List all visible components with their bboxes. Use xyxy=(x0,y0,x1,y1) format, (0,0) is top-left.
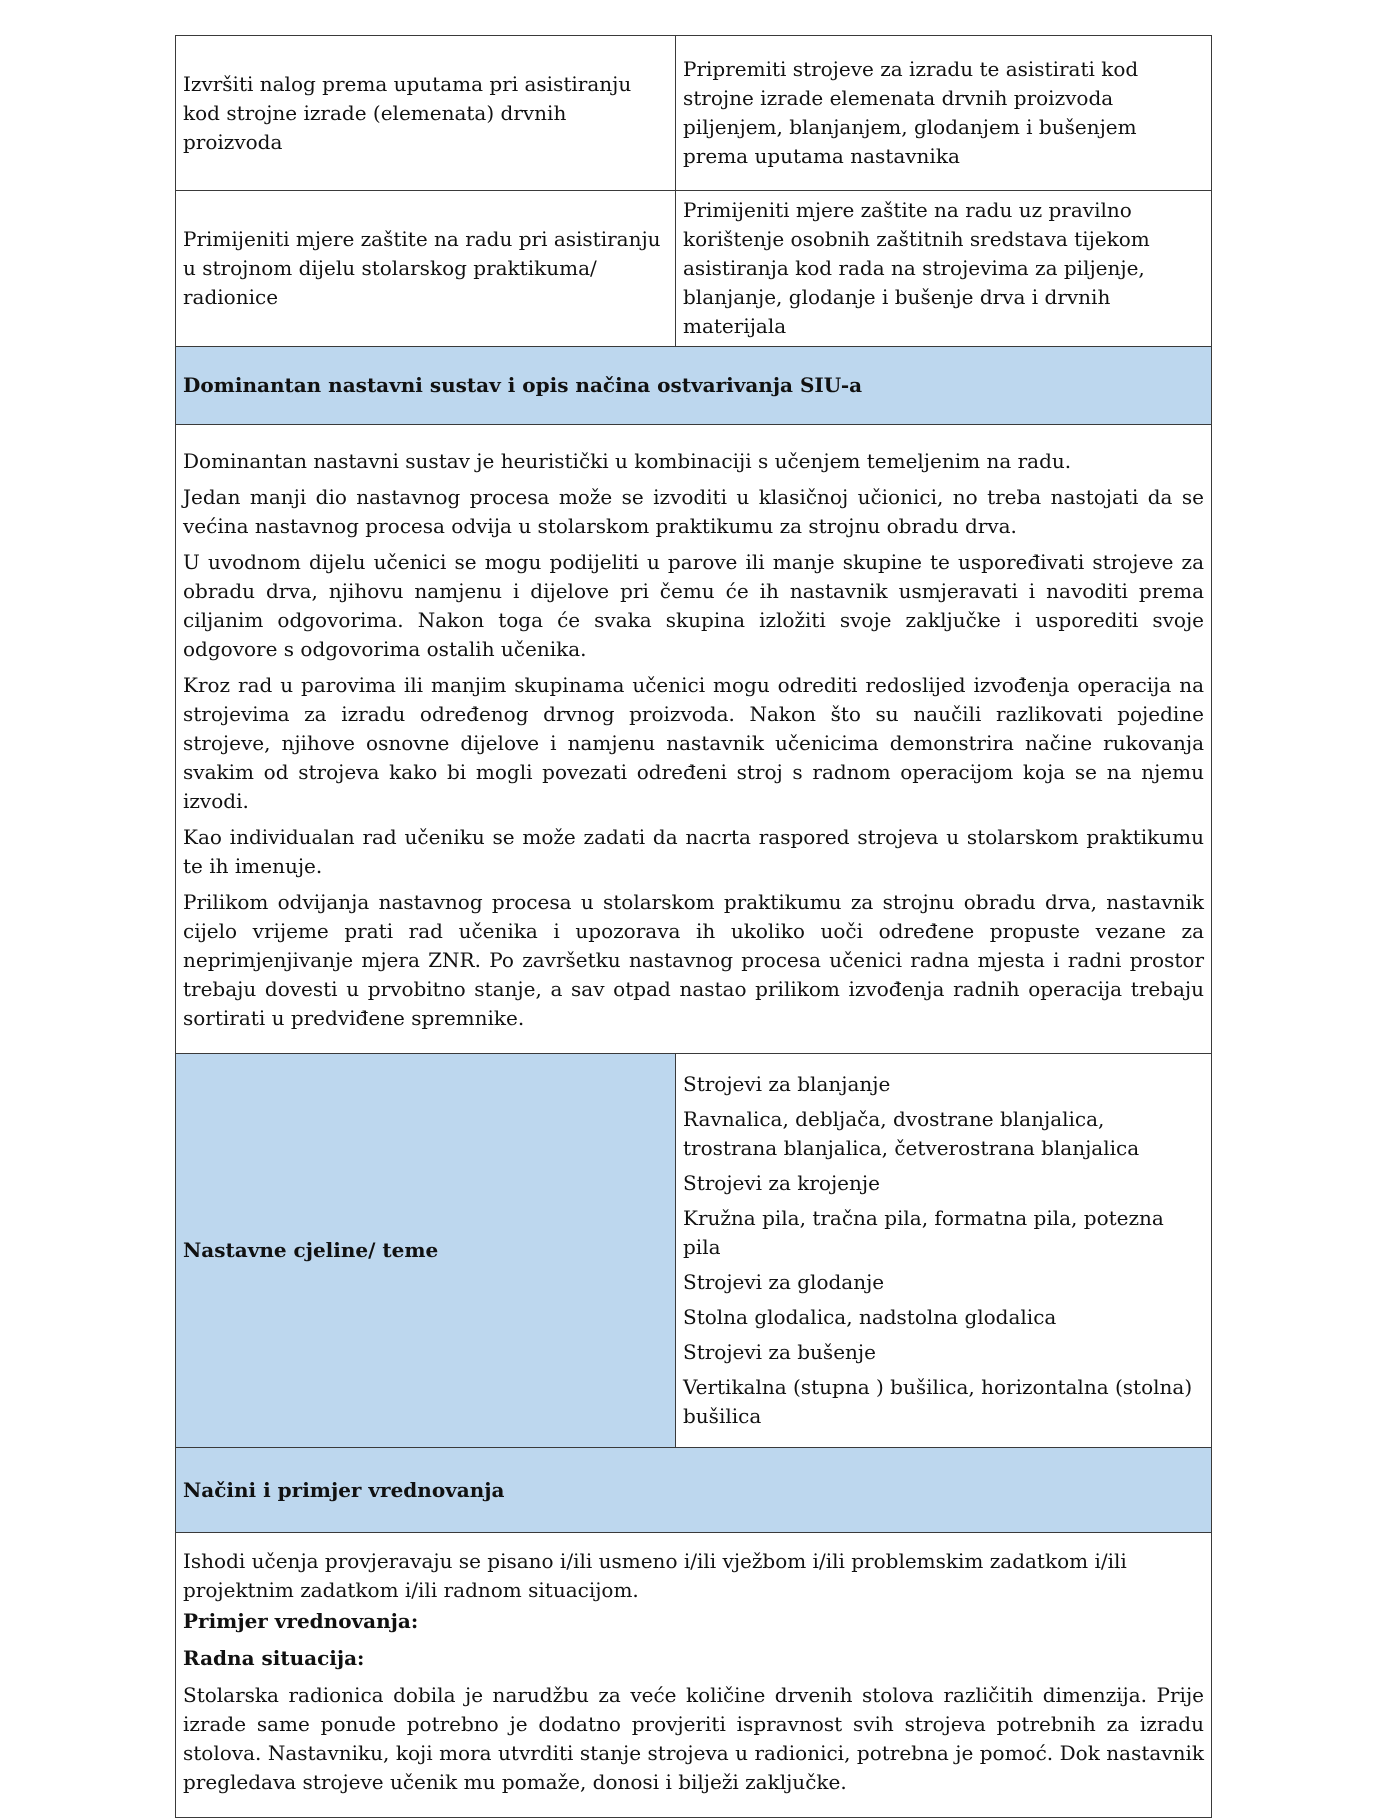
outcome-1-right: Pripremiti strojeve za izradu te asistirati kod strojne izrade elemenata drvnih proizvoda piljenjem, blanjanjem, glodanjem i bušenjem prema uputama nastavnika xyxy=(676,36,1212,191)
outcome-2-right: Primijeniti mjere zaštite na radu uz pravilno korištenje osobnih zaštitnih sredstava tijekom asistiranja kod rada na strojevima za piljenje, blanjanje, glodanje i bušenje drva i drvnih materijala xyxy=(676,191,1212,347)
topic-item: Ravnalica, debljača, dvostrane blanjalica, trostrana blanjalica, četverostrana blanjalica xyxy=(683,1107,1140,1160)
evaluation-situation-heading: Radna situacija: xyxy=(183,1646,365,1670)
topics-list xyxy=(676,1054,1212,1448)
topic-item: Strojevi za bušenje xyxy=(683,1340,876,1364)
system-paragraph-6: Prilikom odvijanja nastavnog procesa u stolarskom praktikumu za strojnu obradu drva, nastavnik cijelo vrijeme prati rad učenika i upozorava ih ukoliko uoči određene propuste vezane za neprimjenjivanje mjera ZNR. Po završetku nastavnog procesa učenici radna mjesta i radni prostor trebaju dovesti u prvobitno stanje, a sav otpad nastao prilikom izvođenja radnih operacija trebaju sortirati u predviđene spremnike. xyxy=(183,890,1204,1030)
system-paragraph-2: Jedan manji dio nastavnog procesa može se izvoditi u klasičnoj učionici, no treba nastojati da se većina nastavnog procesa odvija u stolarskom praktikumu za strojnu obradu drva. xyxy=(183,485,1204,538)
topic-item: Strojevi za glodanje xyxy=(683,1270,885,1294)
topic-item: Kružna pila, tračna pila, formatna pila, potezna pila xyxy=(683,1206,1164,1259)
evaluation-body xyxy=(176,1533,1212,1818)
evaluation-intro: Ishodi učenja provjeravaju se pisano i/ili usmeno i/ili vježbom i/ili problemskim zadatkom i/ili projektnim zadatkom i/ili radnom situacijom. xyxy=(183,1549,1127,1602)
outcome-row-1 xyxy=(176,36,1212,191)
outcome-2-left: Primijeniti mjere zaštite na radu pri asistiranju u strojnom dijelu stolarskog praktikuma/ radionice xyxy=(176,191,676,347)
system-body xyxy=(176,425,1212,1054)
topic-item: Stolna glodalica, nadstolna glodalica xyxy=(683,1305,1057,1329)
evaluation-situation-text: Stolarska radionica dobila je narudžbu za veće količine drvenih stolova različitih dimenzija. Prije izrade same ponude potrebno je dodatno provjeriti ispravnost svih strojeva potrebnih za izradu stolova. Nastavniku, koji mora utvrditi stanje strojeva u radionici, potrebna je pomoć. Dok nastavnik pregledava strojeve učenik mu pomaže, donosi i bilježi zaključke. xyxy=(183,1683,1204,1794)
topic-item: Strojevi za blanjanje xyxy=(683,1072,891,1096)
evaluation-example-heading: Primjer vrednovanja: xyxy=(183,1609,419,1633)
outcome-row-2 xyxy=(176,191,1212,347)
topics-row xyxy=(176,1054,1212,1448)
system-heading: Dominantan nastavni sustav i opis načina ostvarivanja SIU-a xyxy=(176,347,1212,425)
system-heading-row xyxy=(176,347,1212,425)
topics-label: Nastavne cjeline/ teme xyxy=(176,1054,676,1448)
system-paragraph-4: Kroz rad u parovima ili manjim skupinama učenici mogu odrediti redoslijed izvođenja operacija na strojevima za izradu određenog drvnog proizvoda. Nakon što su naučili razlikovati pojedine strojeve, njihove osnovne dijelove i namjenu nastavnik učenicima demonstrira načine rukovanja svakim od strojeva kako bi mogli povezati određeni stroj s radnom operacijom koja se na njemu izvodi. xyxy=(183,673,1204,813)
outcome-1-left: Izvršiti nalog prema uputama pri asistiranju kod strojne izrade (elemenata) drvnih proizvoda xyxy=(176,36,676,191)
system-paragraph-3: U uvodnom dijelu učenici se mogu podijeliti u parove ili manje skupine te uspoređivati strojeve za obradu drva, njihovu namjenu i dijelove pri čemu će ih nastavnik usmjeravati i navoditi prema ciljanim odgovorima. Nakon toga će svaka skupina izložiti svoje zaključke i usporediti svoje odgovore s odgovorima ostalih učenika. xyxy=(183,550,1204,661)
system-paragraph-5: Kao individualan rad učeniku se može zadati da nacrta raspored strojeva u stolarskom praktikumu te ih imenuje. xyxy=(183,825,1204,878)
topic-item: Vertikalna (stupna ) bušilica, horizontalna (stolna) bušilica xyxy=(683,1375,1193,1428)
system-paragraph-1: Dominantan nastavni sustav je heuristički u kombinaciji s učenjem temeljenim na radu. xyxy=(183,449,1072,473)
evaluation-heading-row xyxy=(176,1448,1212,1533)
evaluation-body-row xyxy=(176,1533,1212,1818)
evaluation-heading: Načini i primjer vrednovanja xyxy=(176,1448,1212,1533)
topic-item: Strojevi za krojenje xyxy=(683,1171,880,1195)
curriculum-table xyxy=(175,35,1212,1818)
system-body-row xyxy=(176,425,1212,1054)
